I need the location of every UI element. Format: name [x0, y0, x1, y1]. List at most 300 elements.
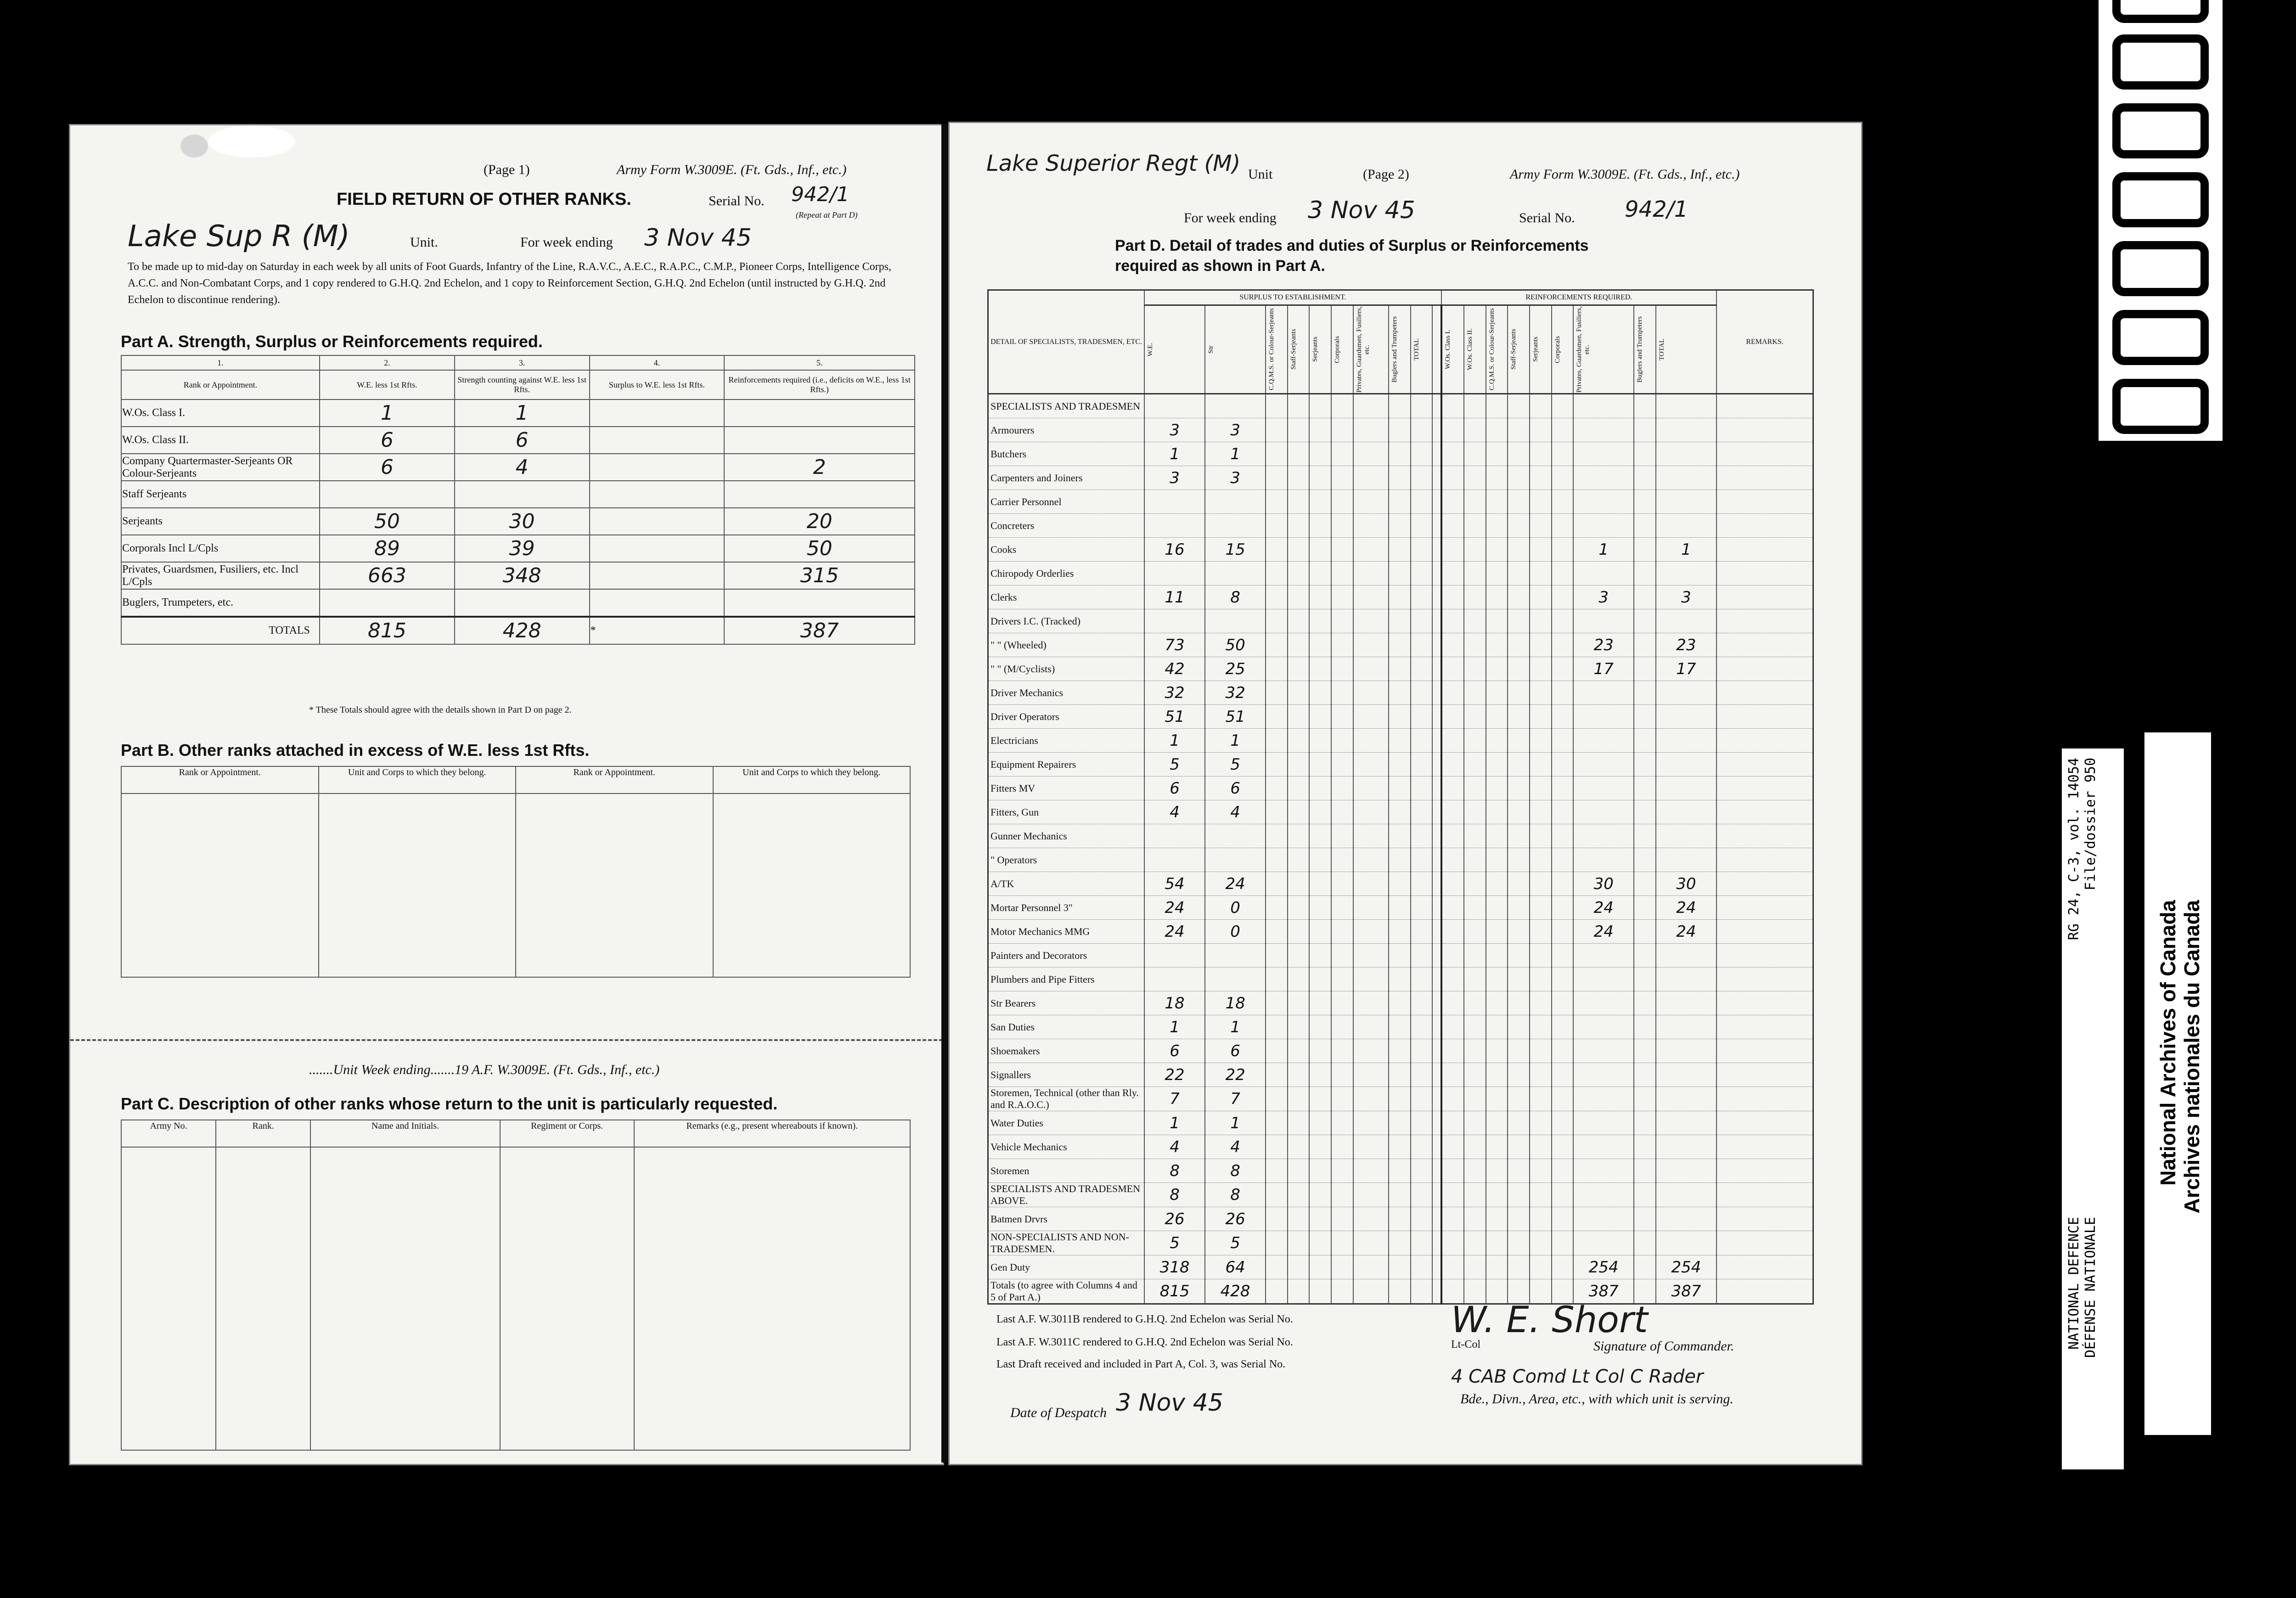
table-row: [988, 466, 1813, 490]
blank-cell: [1530, 1087, 1552, 1111]
blank-cell: [1508, 991, 1530, 1015]
blank-cell: [1331, 896, 1353, 920]
remarks-cell: [1716, 1087, 1813, 1111]
blank-cell: [1432, 968, 1441, 991]
blank-cell: [1464, 991, 1486, 1015]
blank-cell: [1508, 490, 1530, 514]
blank-cell: [1441, 824, 1464, 848]
blank-cell: [1486, 418, 1508, 442]
strength-cell: [1205, 848, 1266, 872]
blank-cell: [1309, 418, 1331, 442]
strength-cell: 22: [1205, 1063, 1266, 1087]
blank-cell: [1288, 538, 1310, 562]
blank-cell: [1353, 705, 1389, 729]
blank-cell: [310, 1147, 500, 1450]
blank-cell: [1266, 681, 1288, 705]
blank-cell: [1552, 585, 1574, 609]
trade-label: Carrier Personnel: [988, 490, 1145, 514]
remarks-cell: [1716, 466, 1813, 490]
blank-cell: [1432, 848, 1441, 872]
blank-cell: [1411, 729, 1433, 753]
strength-cell: 26: [1205, 1207, 1266, 1231]
serial-value: 942/1: [1625, 197, 1688, 222]
blank-cell: [1353, 633, 1389, 657]
reinf-pte-cell: [1573, 944, 1634, 968]
table-row: [121, 427, 915, 454]
blank-cell: [1464, 442, 1486, 466]
blank-cell: [1508, 442, 1530, 466]
blank-cell: [1486, 848, 1508, 872]
blank-cell: [1266, 872, 1288, 896]
blank-cell: [1432, 538, 1441, 562]
blank-cell: [1634, 729, 1656, 753]
col-head-remarks: REMARKS.: [1716, 290, 1813, 394]
table-row: [988, 633, 1813, 657]
remarks-cell: [1716, 514, 1813, 538]
blank-cell: [1508, 657, 1530, 681]
blank-cell: [1309, 1231, 1331, 1255]
blank-cell: [1634, 800, 1656, 824]
surplus-cell: [590, 454, 725, 481]
blank-cell: [1508, 1111, 1530, 1135]
trade-label: Shoemakers: [988, 1039, 1145, 1063]
blank-cell: [1389, 633, 1411, 657]
col-num: 3.: [455, 355, 590, 370]
reinf-cell: [724, 589, 915, 617]
table-row: [988, 657, 1813, 681]
trade-label: Concreters: [988, 514, 1145, 538]
blank-cell: [1441, 1183, 1464, 1207]
blank-cell: [1530, 681, 1552, 705]
blank-cell: [1530, 466, 1552, 490]
remarks-cell: [1716, 800, 1813, 824]
trade-label: " Operators: [988, 848, 1145, 872]
reinf-total-cell: [1656, 991, 1716, 1015]
blank-cell: [1389, 968, 1411, 991]
remarks-cell: [1716, 681, 1813, 705]
blank-cell: [1552, 1255, 1574, 1279]
blank-cell: [1266, 442, 1288, 466]
blank-cell: [1288, 1135, 1310, 1159]
strength-total: 428: [455, 617, 590, 644]
reinf-total-cell: [1656, 1207, 1716, 1231]
blank-cell: [1508, 585, 1530, 609]
we-cell: 22: [1144, 1063, 1205, 1087]
strength-cell: [455, 589, 590, 617]
serial-label: Serial No.: [1519, 210, 1575, 225]
we-cell: 4: [1144, 800, 1205, 824]
table-row: [988, 1279, 1813, 1304]
reinf-pte-cell: [1573, 1039, 1634, 1063]
blank-cell: [1464, 609, 1486, 633]
blank-cell: [1552, 991, 1574, 1015]
blank-cell: [1288, 609, 1310, 633]
blank-cell: [1441, 538, 1464, 562]
reinf-total-cell: [1656, 490, 1716, 514]
remarks-cell: [1716, 657, 1813, 681]
week-value: 3 Nov 45: [1308, 197, 1415, 224]
blank-cell: [1530, 1207, 1552, 1231]
blank-cell: [1634, 1063, 1656, 1087]
we-cell: 1: [1144, 442, 1205, 466]
blank-cell: [1411, 1255, 1433, 1279]
blank-cell: [1331, 753, 1353, 776]
blank-cell: [1530, 514, 1552, 538]
blank-cell: [1552, 920, 1574, 944]
blank-cell: [1266, 944, 1288, 968]
strength-cell: 1: [455, 400, 590, 427]
blank-cell: [1331, 562, 1353, 585]
we-cell: 8: [1144, 1183, 1205, 1207]
table-row: [988, 1207, 1813, 1231]
col-head: [1432, 305, 1441, 394]
blank-cell: [1389, 800, 1411, 824]
table-row: [121, 508, 915, 535]
blank-cell: [1508, 562, 1530, 585]
blank-cell: [1530, 562, 1552, 585]
blank-cell: [1411, 1135, 1433, 1159]
col-head: Privates, Guardsmen, Fusiliers, etc.: [1573, 305, 1634, 394]
blank-cell: [1432, 1183, 1441, 1207]
blank-cell: [1353, 585, 1389, 609]
blank-cell: [1389, 1255, 1411, 1279]
blank-cell: [1389, 1279, 1411, 1304]
blank-cell: [1309, 991, 1331, 1015]
blank-cell: [1634, 991, 1656, 1015]
table-row: [121, 589, 915, 617]
table-row: [988, 920, 1813, 944]
blank-cell: [1464, 920, 1486, 944]
despatch-label: Date of Despatch: [1010, 1405, 1107, 1420]
blank-cell: [1552, 1015, 1574, 1039]
blank-cell: [1464, 1087, 1486, 1111]
blank-cell: [1530, 944, 1552, 968]
blank-cell: [1530, 633, 1552, 657]
blank-cell: [1441, 1231, 1464, 1255]
we-cell: 54: [1144, 872, 1205, 896]
blank-cell: [1411, 538, 1433, 562]
col-head-surplus: SURPLUS TO ESTABLISHMENT.: [1144, 290, 1441, 305]
we-cell: 24: [1144, 920, 1205, 944]
strength-cell: 3: [1205, 466, 1266, 490]
strength-cell: 4: [1205, 1135, 1266, 1159]
blank-cell: [1331, 1231, 1353, 1255]
blank-cell: [216, 1147, 310, 1450]
blank-cell: [1486, 394, 1508, 418]
blank-cell: [1266, 1063, 1288, 1087]
table-row: [988, 1135, 1813, 1159]
surplus-cell: [590, 562, 725, 589]
table-row: [988, 1183, 1813, 1207]
blank-cell: [1288, 633, 1310, 657]
blank-cell: [1309, 776, 1331, 800]
blank-cell: [1411, 1207, 1433, 1231]
blank-cell: [1441, 1159, 1464, 1183]
blank-cell: [1266, 753, 1288, 776]
blank-cell: [1508, 418, 1530, 442]
blank-cell: [1432, 490, 1441, 514]
blank-cell: [1389, 920, 1411, 944]
blank-cell: [1389, 824, 1411, 848]
blank-cell: [1353, 1183, 1389, 1207]
remarks-cell: [1716, 1063, 1813, 1087]
blank-cell: [1288, 1279, 1310, 1304]
we-cell: [1144, 514, 1205, 538]
blank-cell: [1309, 1063, 1331, 1087]
remarks-cell: [1716, 442, 1813, 466]
reinf-pte-cell: 254: [1573, 1255, 1634, 1279]
table-row: [988, 991, 1813, 1015]
remarks-cell: [1716, 1015, 1813, 1039]
blank-cell: [1432, 657, 1441, 681]
blank-cell: [1266, 1159, 1288, 1183]
blank-cell: [1331, 991, 1353, 1015]
blank-cell: [319, 793, 516, 977]
remarks-cell: [1716, 848, 1813, 872]
blank-cell: [1552, 872, 1574, 896]
trade-label: Str Bearers: [988, 991, 1145, 1015]
reinf-cell: [724, 427, 915, 454]
blank-cell: [1552, 1039, 1574, 1063]
blank-cell: [1441, 585, 1464, 609]
blank-cell: [1288, 562, 1310, 585]
col-head-surplus: Surplus to W.E. less 1st Rfts.: [590, 370, 725, 400]
blank-cell: [1530, 657, 1552, 681]
blank-cell: [1266, 991, 1288, 1015]
we-cell: [1144, 562, 1205, 585]
blank-cell: [1331, 609, 1353, 633]
col-head-remarks: Remarks (e.g., present whereabouts if known).: [634, 1120, 910, 1147]
trade-label: Chiropody Orderlies: [988, 562, 1145, 585]
reinf-pte-cell: 23: [1573, 633, 1634, 657]
blank-cell: [1530, 1255, 1552, 1279]
col-head-str: Str: [1205, 305, 1266, 394]
blank-cell: [1266, 657, 1288, 681]
blank-cell: [1309, 729, 1331, 753]
blank-cell: [1266, 920, 1288, 944]
col-head: Serjeants: [1309, 305, 1331, 394]
trade-label: Cooks: [988, 538, 1145, 562]
blank-cell: [1331, 729, 1353, 753]
blank-cell: [1530, 585, 1552, 609]
blank-cell: [1508, 1255, 1530, 1279]
blank-cell: [1309, 1279, 1331, 1304]
blank-cell: [1331, 418, 1353, 442]
blank-cell: [1464, 1111, 1486, 1135]
blank-cell: [1309, 490, 1331, 514]
part-a-title: Part A. Strength, Surplus or Reinforcements required.: [121, 332, 543, 351]
blank-cell: [1266, 609, 1288, 633]
we-cell: 24: [1144, 896, 1205, 920]
we-cell: 7: [1144, 1087, 1205, 1111]
blank-cell: [1486, 466, 1508, 490]
blank-cell: [1432, 991, 1441, 1015]
blank-cell: [1331, 1207, 1353, 1231]
col-head-we: W.E.: [1144, 305, 1205, 394]
reinf-total: 387: [724, 617, 915, 644]
col-head-reinforcements: REINFORCEMENTS REQUIRED.: [1441, 290, 1716, 305]
blank-cell: [1432, 633, 1441, 657]
blank-cell: [1441, 920, 1464, 944]
table-row: [121, 562, 915, 589]
blank-cell: [1508, 681, 1530, 705]
blank-cell: [1634, 585, 1656, 609]
part-c-title: Part C. Description of other ranks whose return to the unit is particularly requested.: [121, 1094, 778, 1113]
blank-cell: [1432, 466, 1441, 490]
blank-cell: [1309, 824, 1331, 848]
trade-label: Clerks: [988, 585, 1145, 609]
col-head: Privates, Guardsmen, Fusiliers, etc.: [1353, 305, 1389, 394]
blank-cell: [1331, 1159, 1353, 1183]
blank-cell: [1331, 466, 1353, 490]
blank-cell: [1634, 1111, 1656, 1135]
totals-label: TOTALS: [121, 617, 320, 644]
blank-cell: [1353, 824, 1389, 848]
blank-cell: [516, 793, 713, 977]
blank-cell: [1411, 753, 1433, 776]
reinf-total-cell: [1656, 1063, 1716, 1087]
blank-cell: [1331, 442, 1353, 466]
strength-cell: 0: [1205, 896, 1266, 920]
blank-cell: [1288, 1111, 1310, 1135]
we-cell: 1: [1144, 729, 1205, 753]
blank-cell: [1464, 705, 1486, 729]
col-head: TOTAL: [1656, 305, 1716, 394]
reinf-pte-cell: 17: [1573, 657, 1634, 681]
col-head: Buglers and Trumpeters: [1389, 305, 1411, 394]
strength-cell: 30: [455, 508, 590, 535]
reinf-total-cell: [1656, 466, 1716, 490]
blank-cell: [1411, 944, 1433, 968]
blank-cell: [1411, 896, 1433, 920]
blank-cell: [1353, 538, 1389, 562]
blank-cell: [1508, 1063, 1530, 1087]
blank-cell: [1530, 609, 1552, 633]
blank-cell: [1411, 1015, 1433, 1039]
blank-cell: [1464, 514, 1486, 538]
we-cell: [1144, 968, 1205, 991]
we-cell: 42: [1144, 657, 1205, 681]
blank-cell: [1464, 466, 1486, 490]
blank-cell: [1432, 872, 1441, 896]
blank-cell: [1432, 920, 1441, 944]
page-1: [69, 124, 944, 1465]
remarks-cell: [1716, 991, 1813, 1015]
we-cell: 3: [1144, 466, 1205, 490]
blank-cell: [1288, 418, 1310, 442]
strength-cell: 7: [1205, 1087, 1266, 1111]
blank-cell: [1288, 1231, 1310, 1255]
col-head-rank: Rank.: [216, 1120, 310, 1147]
strength-cell: 1: [1205, 729, 1266, 753]
week-label: For week ending: [1184, 210, 1277, 225]
blank-cell: [1309, 753, 1331, 776]
blank-cell: [1486, 562, 1508, 585]
strength-cell: 6: [455, 427, 590, 454]
blank-cell: [1464, 968, 1486, 991]
blank-cell: [1331, 514, 1353, 538]
reinf-pte-cell: [1573, 1159, 1634, 1183]
blank-cell: [1634, 442, 1656, 466]
archive-file: File/dossier 950: [2082, 758, 2099, 890]
blank-cell: [1288, 944, 1310, 968]
col-head: TOTAL: [1411, 305, 1433, 394]
page-title: FIELD RETURN OF OTHER RANKS.: [337, 190, 631, 209]
blank-cell: [1441, 944, 1464, 968]
blank-cell: [1266, 418, 1288, 442]
table-row: [988, 538, 1813, 562]
reinf-total-cell: [1656, 1159, 1716, 1183]
trade-label: Mortar Personnel 3": [988, 896, 1145, 920]
remarks-cell: [1716, 753, 1813, 776]
blank-cell: [1353, 1135, 1389, 1159]
blank-cell: [1530, 872, 1552, 896]
stamp-digit-icon: [2112, 241, 2209, 296]
blank-cell: [1530, 968, 1552, 991]
blank-cell: [1441, 1255, 1464, 1279]
blank-cell: [1441, 1207, 1464, 1231]
blank-cell: [1331, 1039, 1353, 1063]
strength-cell: [1205, 394, 1266, 418]
blank-cell: [1530, 1039, 1552, 1063]
col-head-detail: DETAIL OF SPECIALISTS, TRADESMEN, ETC.: [988, 290, 1145, 394]
reinf-cell: 2: [724, 454, 915, 481]
blank-cell: [1353, 514, 1389, 538]
we-cell: [1144, 490, 1205, 514]
blank-cell: [1634, 920, 1656, 944]
blank-cell: [1441, 753, 1464, 776]
blank-cell: [1552, 944, 1574, 968]
strength-cell: [1205, 944, 1266, 968]
blank-cell: [1634, 490, 1656, 514]
reinf-total-cell: 30: [1656, 872, 1716, 896]
we-cell: 11: [1144, 585, 1205, 609]
blank-cell: [1353, 1039, 1389, 1063]
blank-cell: [1552, 1063, 1574, 1087]
surplus-total: *: [590, 617, 725, 644]
blank-cell: [1432, 1255, 1441, 1279]
blank-cell: [1309, 585, 1331, 609]
we-cell: 4: [1144, 1135, 1205, 1159]
signature-rank: Lt-Col: [1451, 1339, 1480, 1350]
blank-cell: [1266, 585, 1288, 609]
remarks-cell: [1716, 776, 1813, 800]
blank-cell: [1309, 920, 1331, 944]
reinf-total-cell: [1656, 442, 1716, 466]
nac-en: National Archives of Canada: [2156, 900, 2180, 1186]
reinf-total-cell: [1656, 562, 1716, 585]
last-3011b: Last A.F. W.3011B rendered to G.H.Q. 2nd Echelon was Serial No.: [996, 1313, 1293, 1325]
col-head-rank: Rank or Appointment.: [121, 766, 319, 793]
blank-cell: [1266, 466, 1288, 490]
blank-cell: [1309, 944, 1331, 968]
blank-cell: [1508, 968, 1530, 991]
blank-cell: [1288, 466, 1310, 490]
blank-cell: [1552, 514, 1574, 538]
last-draft: Last Draft received and included in Part A, Col. 3, was Serial No.: [996, 1358, 1286, 1370]
table-row: [988, 753, 1813, 776]
blank-cell: [1411, 1063, 1433, 1087]
blank-cell: [1441, 1063, 1464, 1087]
reinf-pte-cell: [1573, 1231, 1634, 1255]
blank-cell: [1634, 1255, 1656, 1279]
blank-cell: [1389, 466, 1411, 490]
blank-cell: [1288, 968, 1310, 991]
blank-cell: [1353, 394, 1389, 418]
blank-cell: [1634, 753, 1656, 776]
blank-cell: [1552, 1183, 1574, 1207]
table-row: [988, 944, 1813, 968]
